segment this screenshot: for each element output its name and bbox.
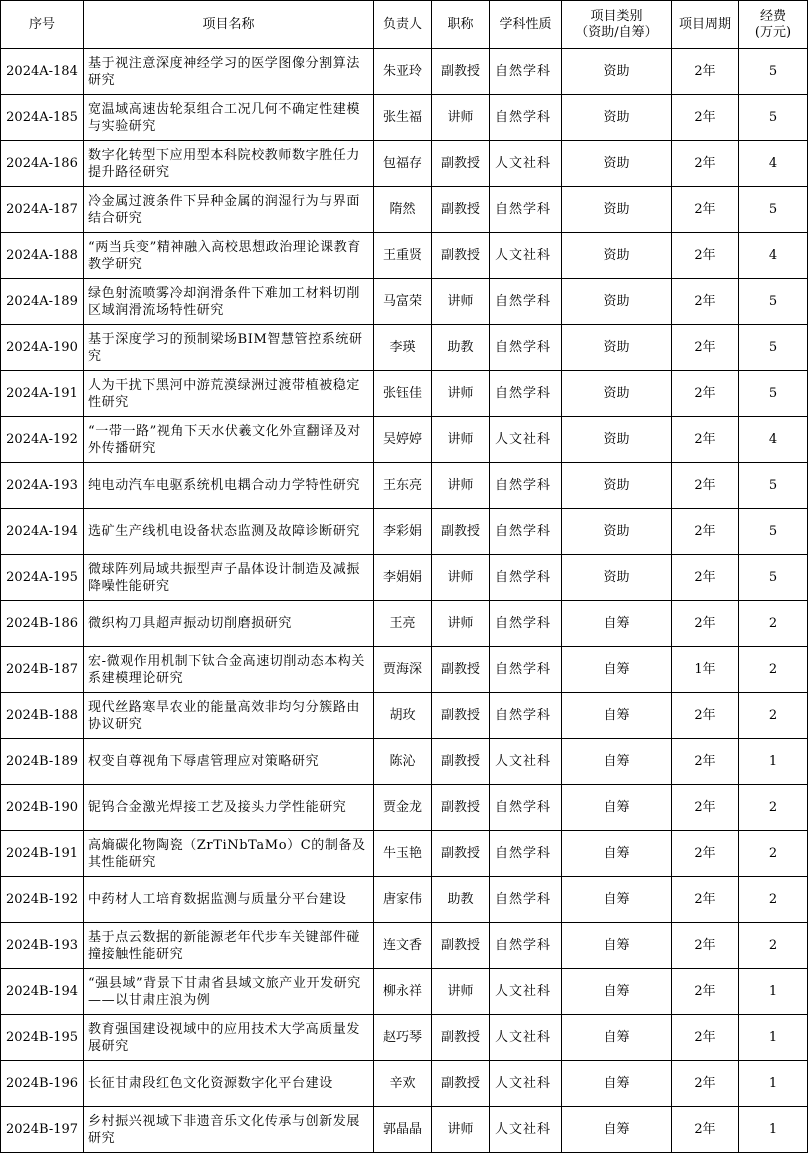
cell-period: 2年 (672, 233, 739, 279)
cell-funding: 1 (739, 739, 808, 785)
cell-funding: 2 (739, 785, 808, 831)
cell-title: 讲师 (432, 279, 490, 325)
cell-title: 讲师 (432, 1107, 490, 1153)
cell-title: 讲师 (432, 555, 490, 601)
cell-title: 讲师 (432, 417, 490, 463)
cell-discipline: 自然学科 (490, 923, 562, 969)
cell-project-name: 铌钨合金激光焊接工艺及接头力学性能研究 (84, 785, 374, 831)
cell-project-name: 宏-微观作用机制下钛合金高速切削动态本构关系建模理论研究 (84, 647, 374, 693)
cell-project-id: 2024B-189 (1, 739, 84, 785)
cell-category: 自筹 (562, 877, 672, 923)
cell-discipline: 人文社科 (490, 1107, 562, 1153)
table-row (1, 233, 808, 279)
cell-project-name: 冷金属过渡条件下异种金属的润湿行为与界面结合研究 (84, 187, 374, 233)
cell-discipline: 人文社科 (490, 1015, 562, 1061)
cell-project-name: 数字化转型下应用型本科院校教师数字胜任力提升路径研究 (84, 141, 374, 187)
cell-title: 助教 (432, 877, 490, 923)
table-row (1, 1107, 808, 1153)
cell-title: 副教授 (432, 785, 490, 831)
cell-project-name: 高熵碳化物陶瓷（ZrTiNbTaMo）C的制备及其性能研究 (84, 831, 374, 877)
cell-funding: 4 (739, 417, 808, 463)
cell-category: 自筹 (562, 1061, 672, 1107)
cell-leader: 陈沁 (374, 739, 432, 785)
table-header-row (1, 1, 808, 49)
cell-discipline: 人文社科 (490, 141, 562, 187)
cell-project-name: 教育强国建设视域中的应用技术大学高质量发展研究 (84, 1015, 374, 1061)
cell-category: 自筹 (562, 1015, 672, 1061)
cell-period: 2年 (672, 555, 739, 601)
cell-project-id: 2024B-186 (1, 601, 84, 647)
cell-period: 2年 (672, 417, 739, 463)
cell-funding: 5 (739, 463, 808, 509)
cell-project-name: 宽温域高速齿轮泵组合工况几何不确定性建模与实验研究 (84, 95, 374, 141)
cell-period: 2年 (672, 923, 739, 969)
cell-discipline: 自然学科 (490, 279, 562, 325)
cell-funding: 5 (739, 187, 808, 233)
table-row (1, 739, 808, 785)
cell-period: 2年 (672, 877, 739, 923)
cell-project-name: 中药材人工培育数据监测与质量分平台建设 (84, 877, 374, 923)
cell-category: 自筹 (562, 693, 672, 739)
cell-discipline: 人文社科 (490, 1061, 562, 1107)
cell-category: 自筹 (562, 923, 672, 969)
cell-title: 讲师 (432, 969, 490, 1015)
cell-funding: 2 (739, 877, 808, 923)
cell-period: 2年 (672, 141, 739, 187)
cell-category: 自筹 (562, 785, 672, 831)
cell-discipline: 自然学科 (490, 509, 562, 555)
cell-discipline: 自然学科 (490, 463, 562, 509)
cell-leader: 李瑛 (374, 325, 432, 371)
cell-category: 资助 (562, 417, 672, 463)
cell-title: 讲师 (432, 463, 490, 509)
cell-period: 2年 (672, 969, 739, 1015)
cell-funding: 5 (739, 49, 808, 95)
cell-project-id: 2024B-194 (1, 969, 84, 1015)
table-row (1, 141, 808, 187)
cell-project-name: 微织构刀具超声振动切削磨损研究 (84, 601, 374, 647)
cell-funding: 5 (739, 279, 808, 325)
cell-discipline: 自然学科 (490, 877, 562, 923)
cell-leader: 连文香 (374, 923, 432, 969)
cell-discipline: 自然学科 (490, 831, 562, 877)
cell-period: 2年 (672, 95, 739, 141)
cell-leader: 王重贤 (374, 233, 432, 279)
cell-project-id: 2024B-197 (1, 1107, 84, 1153)
cell-funding: 1 (739, 1107, 808, 1153)
cell-discipline: 自然学科 (490, 187, 562, 233)
cell-title: 讲师 (432, 601, 490, 647)
cell-title: 副教授 (432, 49, 490, 95)
cell-title: 副教授 (432, 509, 490, 555)
cell-project-name: 微球阵列局域共振型声子晶体设计制造及减振降噪性能研究 (84, 555, 374, 601)
header-period: 项目周期 (672, 1, 739, 49)
cell-title: 副教授 (432, 647, 490, 693)
cell-funding: 1 (739, 1015, 808, 1061)
table-row (1, 1015, 808, 1061)
cell-discipline: 自然学科 (490, 95, 562, 141)
cell-title: 副教授 (432, 739, 490, 785)
header-category-line1: 项目类别 (590, 8, 643, 24)
cell-funding: 4 (739, 233, 808, 279)
cell-period: 2年 (672, 463, 739, 509)
cell-project-name: 乡村振兴视域下非遗音乐文化传承与创新发展研究 (84, 1107, 374, 1153)
table-row (1, 969, 808, 1015)
cell-period: 2年 (672, 325, 739, 371)
cell-discipline: 自然学科 (490, 647, 562, 693)
cell-project-id: 2024B-188 (1, 693, 84, 739)
cell-title: 副教授 (432, 1015, 490, 1061)
header-seq: 序号 (1, 1, 84, 49)
table-row (1, 601, 808, 647)
cell-leader: 张生福 (374, 95, 432, 141)
cell-project-name: 基于视注意深度神经学习的医学图像分割算法研究 (84, 49, 374, 95)
cell-category: 资助 (562, 141, 672, 187)
cell-period: 2年 (672, 785, 739, 831)
cell-project-id: 2024B-192 (1, 877, 84, 923)
cell-leader: 李娟娟 (374, 555, 432, 601)
cell-funding: 2 (739, 831, 808, 877)
cell-project-id: 2024B-196 (1, 1061, 84, 1107)
cell-project-name: 基于点云数据的新能源老年代步车关键部件碰撞接触性能研究 (84, 923, 374, 969)
table-row (1, 187, 808, 233)
cell-project-name: 绿色射流喷雾冷却润滑条件下难加工材料切削区域润滑流场特性研究 (84, 279, 374, 325)
header-category (562, 1, 672, 49)
cell-category: 资助 (562, 49, 672, 95)
cell-project-id: 2024B-195 (1, 1015, 84, 1061)
table-body (1, 49, 808, 1153)
cell-discipline: 自然学科 (490, 325, 562, 371)
cell-funding: 2 (739, 923, 808, 969)
cell-leader: 贾金龙 (374, 785, 432, 831)
table-row (1, 877, 808, 923)
cell-funding: 5 (739, 95, 808, 141)
cell-period: 2年 (672, 279, 739, 325)
table-row (1, 509, 808, 555)
cell-project-id: 2024B-191 (1, 831, 84, 877)
cell-leader: 王亮 (374, 601, 432, 647)
cell-category: 资助 (562, 187, 672, 233)
cell-leader: 贾海深 (374, 647, 432, 693)
cell-leader: 包福存 (374, 141, 432, 187)
cell-funding: 1 (739, 969, 808, 1015)
cell-period: 1年 (672, 647, 739, 693)
cell-funding: 2 (739, 647, 808, 693)
table-row (1, 693, 808, 739)
cell-leader: 马富荣 (374, 279, 432, 325)
cell-project-name: 长征甘肃段红色文化资源数字化平台建设 (84, 1061, 374, 1107)
cell-period: 2年 (672, 831, 739, 877)
cell-title: 助教 (432, 325, 490, 371)
cell-category: 资助 (562, 555, 672, 601)
cell-discipline: 自然学科 (490, 49, 562, 95)
cell-funding: 2 (739, 693, 808, 739)
cell-project-id: 2024B-193 (1, 923, 84, 969)
cell-period: 2年 (672, 1061, 739, 1107)
cell-funding: 5 (739, 555, 808, 601)
cell-project-id: 2024A-191 (1, 371, 84, 417)
cell-category: 自筹 (562, 831, 672, 877)
header-leader: 负责人 (374, 1, 432, 49)
cell-leader: 柳永祥 (374, 969, 432, 1015)
cell-leader: 朱亚玲 (374, 49, 432, 95)
table-row (1, 1061, 808, 1107)
cell-category: 资助 (562, 95, 672, 141)
cell-category: 自筹 (562, 969, 672, 1015)
cell-discipline: 自然学科 (490, 785, 562, 831)
header-name: 项目名称 (84, 1, 374, 49)
cell-funding: 2 (739, 601, 808, 647)
cell-period: 2年 (672, 187, 739, 233)
cell-project-id: 2024A-184 (1, 49, 84, 95)
table-row (1, 325, 808, 371)
cell-leader: 辛欢 (374, 1061, 432, 1107)
cell-funding: 5 (739, 371, 808, 417)
cell-discipline: 人文社科 (490, 233, 562, 279)
cell-period: 2年 (672, 693, 739, 739)
cell-leader: 胡玫 (374, 693, 432, 739)
cell-project-id: 2024A-192 (1, 417, 84, 463)
cell-leader: 唐家伟 (374, 877, 432, 923)
cell-category: 自筹 (562, 739, 672, 785)
cell-discipline: 自然学科 (490, 555, 562, 601)
cell-leader: 郭晶晶 (374, 1107, 432, 1153)
cell-project-name: 权变自尊视角下辱虐管理应对策略研究 (84, 739, 374, 785)
table-row (1, 371, 808, 417)
cell-funding: 4 (739, 141, 808, 187)
cell-period: 2年 (672, 49, 739, 95)
cell-title: 讲师 (432, 371, 490, 417)
cell-project-id: 2024A-193 (1, 463, 84, 509)
cell-project-name: 选矿生产线机电设备状态监测及故障诊断研究 (84, 509, 374, 555)
cell-title: 副教授 (432, 187, 490, 233)
header-funding (739, 1, 808, 49)
cell-category: 资助 (562, 371, 672, 417)
cell-project-id: 2024A-185 (1, 95, 84, 141)
cell-period: 2年 (672, 1015, 739, 1061)
table-row (1, 417, 808, 463)
cell-title: 副教授 (432, 1061, 490, 1107)
cell-project-name: “两当兵变”精神融入高校思想政治理论课教育教学研究 (84, 233, 374, 279)
header-funding-line1: 经费 (759, 8, 786, 24)
cell-category: 自筹 (562, 1107, 672, 1153)
cell-discipline: 自然学科 (490, 601, 562, 647)
cell-discipline: 自然学科 (490, 371, 562, 417)
cell-period: 2年 (672, 739, 739, 785)
cell-leader: 王东亮 (374, 463, 432, 509)
table-row (1, 923, 808, 969)
cell-project-id: 2024A-190 (1, 325, 84, 371)
cell-discipline: 自然学科 (490, 693, 562, 739)
cell-project-id: 2024A-189 (1, 279, 84, 325)
table-row (1, 95, 808, 141)
cell-funding: 1 (739, 1061, 808, 1107)
table-row (1, 49, 808, 95)
cell-title: 副教授 (432, 831, 490, 877)
header-title: 职称 (432, 1, 490, 49)
table-row (1, 831, 808, 877)
cell-title: 副教授 (432, 141, 490, 187)
cell-funding: 5 (739, 325, 808, 371)
header-discipline: 学科性质 (490, 1, 562, 49)
cell-project-name: 现代丝路寒旱农业的能量高效非均匀分簇路由协议研究 (84, 693, 374, 739)
cell-category: 资助 (562, 509, 672, 555)
cell-category: 资助 (562, 463, 672, 509)
cell-project-name: “一带一路”视角下天水伏羲文化外宣翻译及对外传播研究 (84, 417, 374, 463)
cell-leader: 隋然 (374, 187, 432, 233)
cell-period: 2年 (672, 601, 739, 647)
cell-project-id: 2024A-194 (1, 509, 84, 555)
cell-project-name: “强县域”背景下甘肃省县域文旅产业开发研究——以甘肃庄浪为例 (84, 969, 374, 1015)
cell-discipline: 人文社科 (490, 969, 562, 1015)
cell-category: 自筹 (562, 601, 672, 647)
cell-title: 副教授 (432, 233, 490, 279)
header-funding-line2: (万元) (754, 24, 792, 40)
cell-category: 资助 (562, 325, 672, 371)
cell-category: 自筹 (562, 647, 672, 693)
cell-title: 讲师 (432, 95, 490, 141)
cell-leader: 李彩娟 (374, 509, 432, 555)
cell-project-id: 2024B-187 (1, 647, 84, 693)
cell-period: 2年 (672, 1107, 739, 1153)
cell-category: 资助 (562, 279, 672, 325)
header-category-line2: （资助/自筹） (575, 24, 658, 40)
cell-period: 2年 (672, 371, 739, 417)
cell-project-id: 2024A-187 (1, 187, 84, 233)
cell-discipline: 人文社科 (490, 417, 562, 463)
table-row (1, 785, 808, 831)
table-row (1, 279, 808, 325)
cell-leader: 牛玉艳 (374, 831, 432, 877)
cell-project-id: 2024B-190 (1, 785, 84, 831)
cell-project-name: 纯电动汽车电驱系统机电耦合动力学特性研究 (84, 463, 374, 509)
table-row (1, 463, 808, 509)
cell-funding: 5 (739, 509, 808, 555)
cell-project-id: 2024A-186 (1, 141, 84, 187)
table-row (1, 555, 808, 601)
cell-title: 副教授 (432, 693, 490, 739)
cell-leader: 吴婷婷 (374, 417, 432, 463)
cell-project-name: 人为干扰下黑河中游荒漠绿洲过渡带植被稳定性研究 (84, 371, 374, 417)
cell-leader: 张钰佳 (374, 371, 432, 417)
cell-period: 2年 (672, 509, 739, 555)
cell-title: 副教授 (432, 923, 490, 969)
cell-project-id: 2024A-195 (1, 555, 84, 601)
cell-project-id: 2024A-188 (1, 233, 84, 279)
cell-discipline: 人文社科 (490, 739, 562, 785)
cell-leader: 赵巧琴 (374, 1015, 432, 1061)
table-row (1, 647, 808, 693)
cell-project-name: 基于深度学习的预制梁场BIM智慧管控系统研究 (84, 325, 374, 371)
cell-category: 资助 (562, 233, 672, 279)
